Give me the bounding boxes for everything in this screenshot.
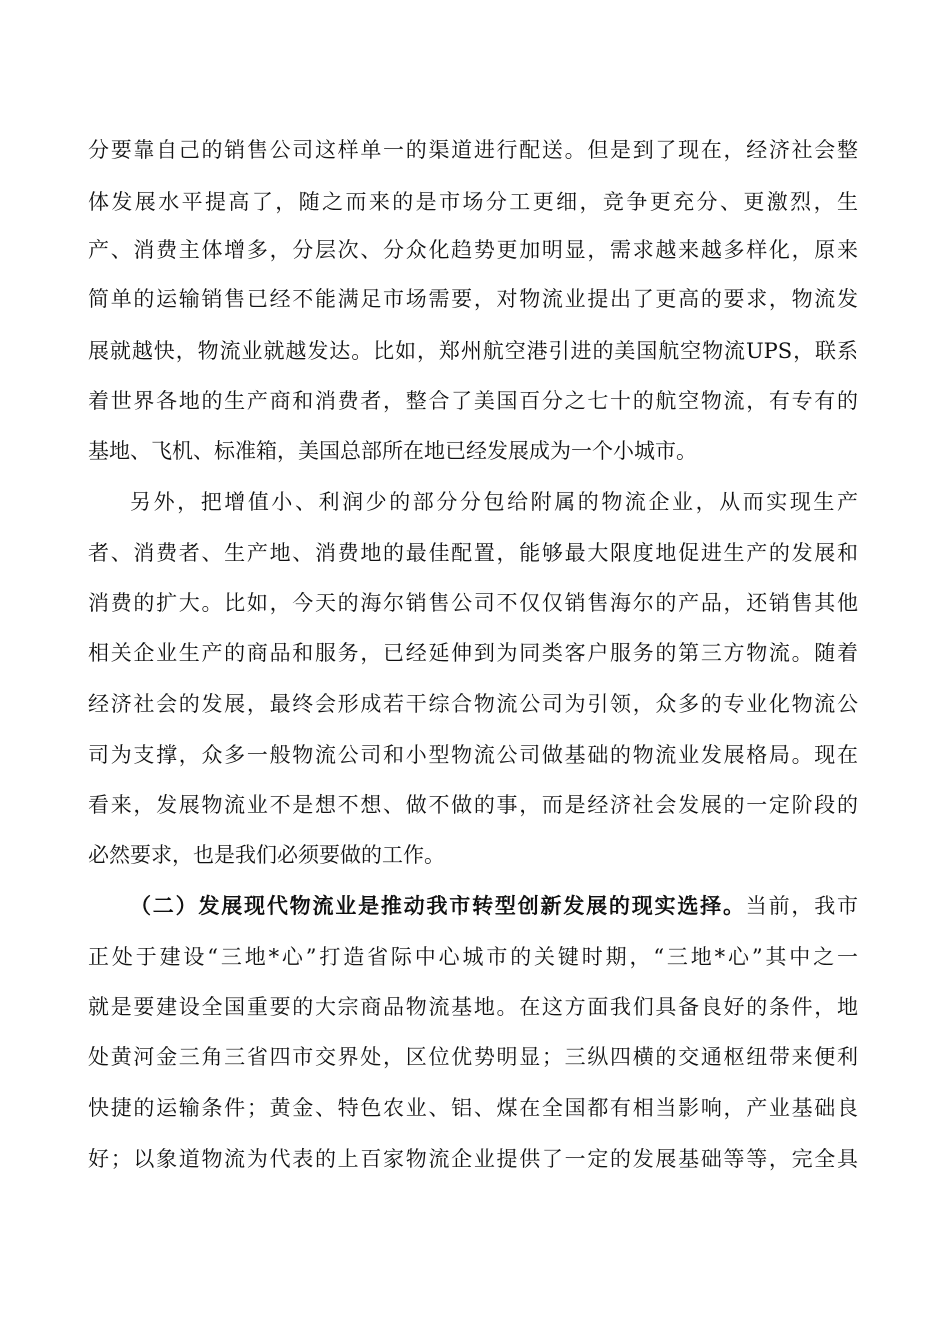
text-line: 消费的扩大。比如，今天的海尔销售公司不仅仅销售海尔的产品，还销售其他 [88, 591, 858, 615]
text-line: 就是要建设全国重要的大宗商品物流基地。在这方面我们具备良好的条件，地 [88, 995, 858, 1019]
text-line: 经济社会的发展，最终会形成若干综合物流公司为引领，众多的专业化物流公 [88, 692, 858, 716]
text-line: 必然要求，也是我们必须要做的工作。 [88, 843, 445, 867]
text-line: 正处于建设“三地*心”打造省际中心城市的关键时期，“三地*心”其中之一 [88, 945, 858, 969]
text-line: 相关企业生产的商品和服务，已经延伸到为同类客户服务的第三方物流。随着 [88, 641, 858, 665]
text-line: 好；以象道物流为代表的上百家物流企业提供了一定的发展基础等等，完全具 [88, 1147, 858, 1171]
text-line: 分要靠自己的销售公司这样单一的渠道进行配送。但是到了现在，经济社会整 [88, 138, 858, 162]
text-line: 司为支撑，众多一般物流公司和小型物流公司做基础的物流业发展格局。现在 [88, 743, 858, 767]
text-line: 简单的运输销售已经不能满足市场需要，对物流业提出了更高的要求，物流发 [88, 287, 858, 311]
text-line: 着世界各地的生产商和消费者，整合了美国百分之七十的航空物流，有专有的 [88, 389, 858, 413]
text-line: 处黄河金三角三省四市交界处，区位优势明显；三纵四横的交通枢纽带来便利 [88, 1045, 858, 1069]
text-line: 产、消费主体增多，分层次、分众化趋势更加明显，需求越来越多样化，原来 [88, 238, 858, 262]
text-line: 快捷的运输条件；黄金、特色农业、铝、煤在全国都有相当影响，产业基础良 [88, 1096, 858, 1120]
text-line: 展就越快，物流业就越发达。比如，郑州航空港引进的美国航空物流UPS，联系 [88, 339, 858, 363]
section-heading: （二）发展现代物流业是推动我市转型创新发展的现实选择。 [130, 893, 746, 918]
heading-line-rest: 当前，我市 [745, 894, 859, 918]
text-line: 看来，发展物流业不是想不想、做不做的事，而是经济社会发展的一定阶段的 [88, 793, 858, 817]
text-line: 体发展水平提高了，随之而来的是市场分工更细，竞争更充分、更激烈，生 [88, 190, 858, 214]
text-line: 另外，把增值小、利润少的部分分包给附属的物流企业，从而实现生产 [130, 490, 858, 514]
text-line: 者、消费者、生产地、消费地的最佳配置，能够最大限度地促进生产的发展和 [88, 541, 858, 565]
text-line: 基地、飞机、标准箱，美国总部所在地已经发展成为一个小城市。 [88, 439, 697, 463]
section-heading-line [130, 886, 858, 926]
